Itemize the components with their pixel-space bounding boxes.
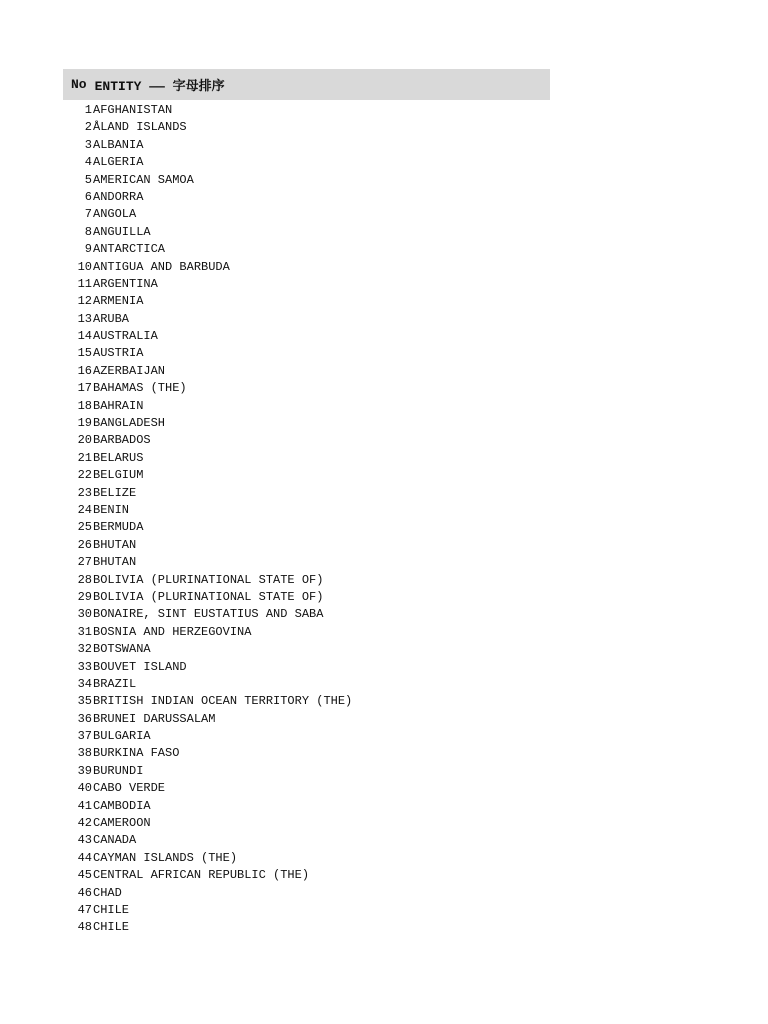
table-row xyxy=(63,137,550,154)
entity-name: BAHAMAS (THE) xyxy=(93,381,187,396)
entity-name: BOUVET ISLAND xyxy=(93,659,187,674)
table-row xyxy=(63,224,550,241)
entity-name: AUSTRIA xyxy=(93,346,144,361)
table-row xyxy=(63,102,550,119)
table-row xyxy=(63,172,550,189)
row-number: 20 xyxy=(77,433,92,448)
row-number: 1 xyxy=(84,103,92,117)
table-row xyxy=(63,728,550,745)
table-row xyxy=(63,467,550,484)
table-row xyxy=(63,554,550,571)
table-row xyxy=(63,293,550,310)
row-number: 16 xyxy=(77,363,92,378)
row-number: 11 xyxy=(77,276,92,291)
entity-name: BELARUS xyxy=(93,450,144,465)
entity-name: BELGIUM xyxy=(93,468,144,483)
row-number: 31 xyxy=(77,624,92,639)
row-number: 45 xyxy=(77,868,92,883)
table-row xyxy=(63,919,550,936)
entity-name: CABO VERDE xyxy=(93,781,166,796)
row-number: 3 xyxy=(84,137,92,152)
table-row xyxy=(63,206,550,223)
row-number: 15 xyxy=(77,346,92,361)
table-row xyxy=(63,363,550,380)
table-row xyxy=(63,485,550,502)
row-number: 8 xyxy=(84,224,92,239)
table-row xyxy=(63,867,550,884)
table-row xyxy=(63,606,550,623)
table-row xyxy=(63,798,550,815)
table-header xyxy=(63,69,550,100)
row-number: 26 xyxy=(77,537,92,552)
table-row xyxy=(63,676,550,693)
entity-name: CANADA xyxy=(93,833,137,848)
entity-name: ARMENIA xyxy=(93,294,144,309)
row-number: 2 xyxy=(84,120,92,135)
entity-name: ARGENTINA xyxy=(93,276,158,291)
entity-name: ALGERIA xyxy=(93,155,144,170)
row-number: 32 xyxy=(77,642,92,657)
row-number: 17 xyxy=(77,381,92,396)
table-row xyxy=(63,624,550,641)
row-number: 48 xyxy=(77,920,92,935)
entity-name: BRUNEI DARUSSALAM xyxy=(93,711,216,726)
row-number: 38 xyxy=(77,746,92,761)
row-number: 43 xyxy=(77,833,92,848)
row-number: 12 xyxy=(77,294,92,309)
table-row xyxy=(63,537,550,554)
entity-name: BERMUDA xyxy=(93,520,144,535)
table-row xyxy=(63,659,550,676)
table-body xyxy=(63,102,550,937)
entity-name: CAMEROON xyxy=(93,816,151,831)
entity-name: BOTSWANA xyxy=(93,642,151,657)
entity-name: ALBANIA xyxy=(93,137,144,152)
table-row xyxy=(63,832,550,849)
row-number: 33 xyxy=(77,659,92,674)
table-row xyxy=(63,259,550,276)
table-row xyxy=(63,241,550,258)
entity-name: CHILE xyxy=(93,920,130,935)
table-row xyxy=(63,641,550,658)
table-row xyxy=(63,780,550,797)
table-row xyxy=(63,450,550,467)
entity-name: BOLIVIA (PLURINATIONAL STATE OF) xyxy=(93,572,324,587)
entity-table xyxy=(63,69,550,937)
entity-name: BOLIVIA (PLURINATIONAL STATE OF) xyxy=(93,589,324,604)
row-number: 34 xyxy=(77,676,92,691)
table-row xyxy=(63,311,550,328)
entity-name: BULGARIA xyxy=(93,729,151,744)
entity-name: BOSNIA AND HERZEGOVINA xyxy=(93,624,252,639)
entity-name: BHUTAN xyxy=(93,537,137,552)
entity-name: AZERBAIJAN xyxy=(93,363,166,378)
table-row xyxy=(63,902,550,919)
table-row xyxy=(63,572,550,589)
entity-name: BRITISH INDIAN OCEAN TERRITORY (THE) xyxy=(93,694,353,709)
row-number: 46 xyxy=(77,885,92,900)
entity-name: BURKINA FASO xyxy=(93,746,180,761)
entity-name: CHILE xyxy=(93,902,130,917)
row-number: 47 xyxy=(77,902,92,917)
entity-name: AFGHANISTAN xyxy=(93,103,173,117)
row-number: 40 xyxy=(77,781,92,796)
table-row xyxy=(63,154,550,171)
entity-name: BANGLADESH xyxy=(93,416,166,431)
table-row xyxy=(63,815,550,832)
table-row xyxy=(63,380,550,397)
row-number: 13 xyxy=(77,311,92,326)
entity-name: ANGOLA xyxy=(93,207,137,222)
row-number: 6 xyxy=(84,189,92,204)
row-number: 14 xyxy=(77,329,92,344)
row-number: 29 xyxy=(77,589,92,604)
row-number: 39 xyxy=(77,763,92,778)
table-row xyxy=(63,189,550,206)
row-number: 41 xyxy=(77,798,92,813)
table-row xyxy=(63,693,550,710)
table-row xyxy=(63,519,550,536)
entity-name: BRAZIL xyxy=(93,676,137,691)
row-number: 9 xyxy=(84,242,92,257)
table-row xyxy=(63,502,550,519)
table-row xyxy=(63,398,550,415)
row-number: 5 xyxy=(84,172,92,187)
entity-name: BONAIRE, SINT EUSTATIUS AND SABA xyxy=(93,607,324,622)
table-row xyxy=(63,119,550,136)
table-row xyxy=(63,589,550,606)
row-number: 21 xyxy=(77,450,92,465)
entity-name: ANTIGUA AND BARBUDA xyxy=(93,259,230,274)
row-number: 22 xyxy=(77,468,92,483)
row-number: 35 xyxy=(77,694,92,709)
entity-name: ÅLAND ISLANDS xyxy=(93,120,187,135)
table-row xyxy=(63,763,550,780)
table-row xyxy=(63,415,550,432)
row-number: 24 xyxy=(77,502,92,517)
row-number: 44 xyxy=(77,850,92,865)
entity-name: BELIZE xyxy=(93,485,137,500)
row-number: 7 xyxy=(84,207,92,222)
row-number: 30 xyxy=(77,607,92,622)
entity-name: ANDORRA xyxy=(93,189,144,204)
entity-name: AMERICAN SAMOA xyxy=(93,172,194,187)
entity-name: CHAD xyxy=(93,885,122,900)
table-row xyxy=(63,885,550,902)
entity-column-header: ENTITY —— 字母排序 xyxy=(94,79,225,94)
row-number: 36 xyxy=(77,711,92,726)
row-number: 10 xyxy=(77,259,92,274)
row-number: 19 xyxy=(77,416,92,431)
table-row xyxy=(63,276,550,293)
row-number: 42 xyxy=(77,816,92,831)
entity-name: AUSTRALIA xyxy=(93,329,158,344)
row-number: 28 xyxy=(77,572,92,587)
row-number: 23 xyxy=(77,485,92,500)
row-number: 25 xyxy=(77,520,92,535)
entity-name: BAHRAIN xyxy=(93,398,144,413)
table-row xyxy=(63,432,550,449)
row-number: 27 xyxy=(77,555,92,570)
no-column-header: No xyxy=(71,77,87,92)
table-row xyxy=(63,745,550,762)
entity-name: CAMBODIA xyxy=(93,798,151,813)
entity-name: BENIN xyxy=(93,502,130,517)
entity-name: CENTRAL AFRICAN REPUBLIC (THE) xyxy=(93,868,310,883)
entity-name: CAYMAN ISLANDS (THE) xyxy=(93,850,238,865)
entity-name: ANGUILLA xyxy=(93,224,151,239)
table-row xyxy=(63,328,550,345)
table-row xyxy=(63,711,550,728)
entity-name: BARBADOS xyxy=(93,433,151,448)
row-number: 18 xyxy=(77,398,92,413)
row-number: 37 xyxy=(77,729,92,744)
entity-name: ANTARCTICA xyxy=(93,242,166,257)
row-number: 4 xyxy=(84,155,92,170)
entity-name: BURUNDI xyxy=(93,763,144,778)
table-row xyxy=(63,345,550,362)
table-row xyxy=(63,850,550,867)
entity-name: ARUBA xyxy=(93,311,130,326)
entity-name: BHUTAN xyxy=(93,555,137,570)
